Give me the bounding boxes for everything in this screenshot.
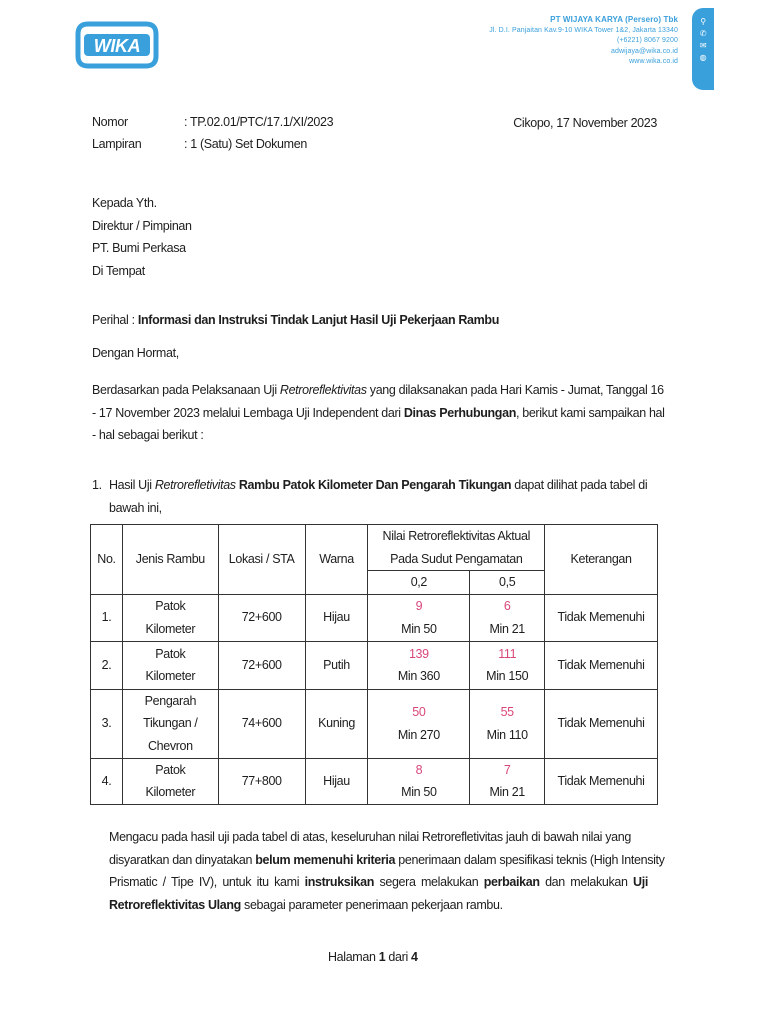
text: bawah ini, [109, 500, 162, 515]
lampiran-label: Lampiran [92, 137, 142, 151]
lampiran-value: : 1 (Satu) Set Dokumen [184, 137, 307, 151]
text: disyaratkan dan dinyatakan [109, 852, 256, 867]
text: Retroreflektivitas Ulang [109, 897, 241, 912]
actual-value: 7 [503, 762, 511, 777]
text: Tikungan / [143, 716, 198, 731]
min-value: Min 110 [486, 727, 528, 742]
cell-lokasi: 77+800 [218, 758, 305, 804]
actual-value: 111 [498, 646, 517, 661]
text: segera melakukan [374, 875, 484, 889]
text: Berdasarkan pada Pelaksanaan Uji [92, 383, 280, 397]
cell-warna: Hijau [305, 758, 368, 804]
text: Pada Sudut Pengamatan [390, 551, 523, 566]
text: yang dilaksanakan pada Hari Kamis - Jumat, Tanggal 16 [366, 383, 664, 397]
page-number [328, 950, 418, 964]
nomor-label: Nomor [92, 115, 128, 129]
company-name: PT WIJAYA KARYA (Persero) Tbk [550, 15, 678, 24]
text: dapat dilihat pada tabel di [511, 478, 648, 492]
actual-value: 9 [415, 599, 423, 613]
subject-label: Perihal : [92, 313, 138, 327]
contact-icon-tab [692, 8, 714, 90]
cell-warna: Putih [305, 641, 368, 689]
text: Prismatic / Tipe IV), untuk itu kami [109, 875, 305, 889]
min-value: Min 21 [489, 621, 525, 636]
cell-jenis [122, 641, 218, 689]
recipient-block [92, 192, 192, 282]
table-row [91, 758, 658, 804]
text: Retroreflektivitas [279, 383, 367, 397]
text: instruksikan [304, 875, 375, 889]
conclusion-paragraph [109, 826, 665, 916]
company-phone: (+6221) 8067 9200 [616, 37, 678, 44]
cell-value-02 [368, 689, 470, 758]
cell-keterangan: Tidak Memenuhi [545, 689, 658, 758]
email-icon: ✉ [699, 41, 707, 50]
header-angle-05: 0,5 [470, 571, 545, 595]
text: dari [385, 950, 412, 964]
text: Chevron [147, 738, 193, 753]
svg-text:WIKA: WIKA [93, 36, 141, 56]
item-number: 1. [92, 478, 102, 492]
subject [92, 313, 499, 327]
table-row [91, 689, 658, 758]
header-jenis: Jenis Rambu [122, 525, 218, 595]
text: Patok [155, 599, 186, 613]
text: Patok [155, 762, 186, 777]
text: Pengarah [144, 693, 197, 708]
actual-value: 50 [412, 705, 426, 719]
wika-logo [74, 20, 160, 70]
cell-jenis [122, 689, 218, 758]
cell-warna: Hijau [305, 594, 368, 641]
recipient-line: Direktur / Pimpinan [92, 218, 192, 233]
phone-icon: ✆ [699, 29, 707, 38]
text: penerimaan dalam spesifikasi teknis (High Intensity [395, 852, 665, 867]
text: 1 [378, 950, 386, 964]
actual-value: 139 [408, 646, 429, 661]
text: Mengacu pada hasil uji pada tabel di atas, keseluruhan nilai Retrorefletivitas jauh di bawah nilai yang [109, 830, 631, 844]
cell-value-02 [368, 641, 470, 689]
actual-value: 55 [500, 705, 514, 719]
text: Kilometer [145, 785, 196, 799]
text: 4 [411, 950, 418, 964]
results-table [90, 524, 658, 805]
cell-warna: Kuning [305, 689, 368, 758]
cell-lokasi: 72+600 [218, 594, 305, 641]
globe-icon: ◍ [699, 53, 707, 62]
cell-value-02 [368, 758, 470, 804]
text: Kilometer [145, 621, 196, 636]
text: Patok [155, 646, 186, 661]
text: Halaman [328, 950, 379, 964]
text: - hal sebagai berikut : [92, 428, 204, 442]
text: Nilai Retroreflektivitas Aktual [382, 529, 531, 543]
text: belum memenuhi kriteria [255, 852, 396, 867]
actual-value: 6 [503, 599, 511, 613]
text: Dinas Perhubungan [403, 405, 516, 420]
nomor-value: : TP.02.01/PTC/17.1/XI/2023 [184, 115, 334, 129]
cell-value-05 [470, 641, 545, 689]
cell-value-05 [470, 594, 545, 641]
min-value: Min 21 [489, 785, 525, 799]
greeting: Dengan Hormat, [92, 346, 179, 360]
min-value: Min 50 [401, 621, 437, 636]
text: dan melakukan [539, 875, 634, 889]
text: sebagai parameter penerimaan pekerjaan rambu. [240, 897, 503, 912]
subject-text: Informasi dan Instruksi Tindak Lanjut Hasil Uji Pekerjaan Rambu [137, 313, 499, 327]
table-row [91, 594, 658, 641]
company-website: www.wika.co.id [629, 58, 678, 65]
item1-text [109, 474, 647, 519]
cell-jenis [122, 758, 218, 804]
cell-value-05 [470, 689, 545, 758]
recipient-line: Kepada Yth. [92, 196, 157, 210]
location-icon: ⚲ [700, 17, 706, 26]
text: Uji [633, 875, 648, 889]
text: Kilometer [145, 669, 196, 683]
text: Rambu Patok Kilometer Dan Pengarah Tikungan [235, 478, 512, 492]
cell-no: 1. [91, 594, 123, 641]
header-lokasi: Lokasi / STA [218, 525, 305, 595]
cell-value-05 [470, 758, 545, 804]
intro-paragraph [92, 379, 665, 447]
recipient-line: Di Tempat [92, 263, 145, 278]
cell-jenis [122, 594, 218, 641]
cell-keterangan: Tidak Memenuhi [545, 641, 658, 689]
header-nilai [368, 525, 545, 571]
header-no: No. [91, 525, 123, 595]
cell-lokasi: 72+600 [218, 641, 305, 689]
text: Retrorefletivitas [154, 478, 236, 492]
header-warna: Warna [305, 525, 368, 595]
cell-value-02 [368, 594, 470, 641]
min-value: Min 150 [486, 669, 529, 683]
company-email: adwijaya@wika.co.id [611, 47, 678, 55]
text: - 17 November 2023 melalui Lembaga Uji Independent dari [92, 405, 404, 420]
text: Hasil Uji [109, 478, 155, 492]
cell-no: 3. [91, 689, 123, 758]
place-date: Cikopo, 17 November 2023 [513, 116, 657, 130]
letterhead-contact [489, 15, 678, 68]
text: , berikut kami sampaikan hal [515, 405, 665, 420]
header-angle-02: 0,2 [368, 571, 470, 595]
recipient-line: PT. Bumi Perkasa [92, 241, 186, 255]
header-keterangan: Keterangan [545, 525, 658, 595]
actual-value: 8 [415, 762, 423, 777]
table-row [91, 641, 658, 689]
cell-lokasi: 74+600 [218, 689, 305, 758]
cell-keterangan: Tidak Memenuhi [545, 594, 658, 641]
cell-keterangan: Tidak Memenuhi [545, 758, 658, 804]
text: perbaikan [483, 875, 540, 889]
min-value: Min 50 [401, 785, 437, 799]
cell-no: 2. [91, 641, 123, 689]
min-value: Min 360 [397, 669, 440, 683]
cell-no: 4. [91, 758, 123, 804]
min-value: Min 270 [397, 727, 440, 742]
company-address: Jl. D.I. Panjaitan Kav.9-10 WIKA Tower 1&2, Jakarta 13340 [489, 26, 678, 34]
